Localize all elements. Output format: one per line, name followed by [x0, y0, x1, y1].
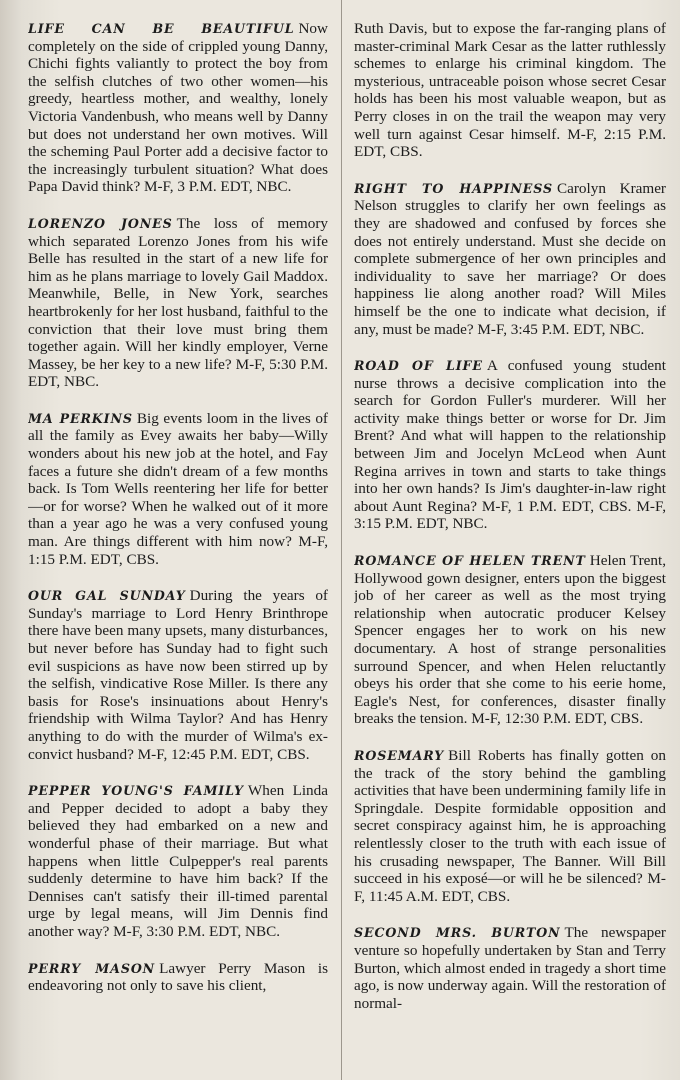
program-title: SECOND MRS. BURTON	[354, 925, 561, 941]
column-divider	[341, 0, 342, 1080]
listing-ma-perkins	[28, 410, 328, 568]
program-description: Ruth Davis, but to expose the far-ranging plans of master-criminal Mark Cesar as the latter ruthlessly schemes to enlarge his criminal kingdom. The mysterious, untraceable poison whose secret Cesar holds has been his most valuable weapon, but as Perry closes in on the trail the weapon may very well turn against Cesar himself. M-F, 2:15 P.M. EDT, CBS.	[354, 20, 666, 161]
left-column	[28, 20, 328, 1080]
program-description: Now completely on the side of crippled young Danny, Chichi fights valiantly to protect the boy from the selfish clutches of two other women—his greedy, heartless mother, and wealthy, lonely Victoria Vandenbush, who means well by Danny but does not understand her own motives. Will the scheming Paul Porter add a decisive factor to the increasingly turbulent situation? What does Papa David think? M-F, 3 P.M. EDT, NBC.	[28, 20, 328, 196]
listing-lorenzo-jones	[28, 215, 328, 391]
listing-pepper-young-s-family	[28, 782, 328, 940]
program-title: RIGHT TO HAPPINESS	[354, 180, 553, 196]
program-description: Carolyn Kramer Nelson struggles to clarify her own feelings as they are shadowed and confused by forces she does not entirely understand. Must she decide on complete submergence of her own principles and individuality to save her marriage? Or does happiness lie along another road? Will Miles himself be the one to indicate what decision, if any, must be made? M-F, 3:45 P.M. EDT, NBC.	[354, 179, 666, 338]
program-title: LIFE CAN BE BEAUTIFUL	[28, 21, 295, 36]
program-description: The loss of memory which separated Lorenzo Jones from his wife Belle has resulted in the start of a new life for him as he plans marriage to lovely Gail Maddox. Meanwhile, Belle, in New York, searches heartbrokenly for her lost husband, faithful to the conviction that their love must bring them together again. Will her kindly employer, Verne Massey, be her key to a new life? M-F, 5:30 P.M. EDT, NBC.	[28, 214, 328, 391]
program-description: Bill Roberts has finally gotten on the track of the story behind the gambling activities that have been undermining family life in Springdale. Despite formidable opposition and secret conspiracy against him, he is approaching relentlessly closer to the truth with each issue of his crusading newspaper, The Banner. Will Bill succeed in his exposé—or will he be silenced? M-F, 11:45 A.M. EDT, CBS.	[354, 746, 666, 905]
program-title: LORENZO JONES	[28, 215, 173, 231]
program-description: Lawyer Perry Mason is endeavoring not only to save his client,	[28, 959, 328, 995]
program-title: OUR GAL SUNDAY	[28, 588, 186, 604]
program-title: ROSEMARY	[354, 747, 445, 763]
program-description: When Linda and Pepper decided to adopt a baby they believed they had embarked on a new and wonderful phase of their marriage. But what happens when little Culpepper's real parents suddenly determine to have him back? If the Dennises can't satisfy their ill-timed parental urge by legal means, will Jim Dennis find another way? M-F, 3:30 P.M. EDT, NBC.	[28, 782, 328, 940]
program-title: MA PERKINS	[28, 410, 133, 426]
program-title: PERRY MASON	[28, 960, 156, 976]
program-title: ROMANCE OF HELEN TRENT	[354, 553, 586, 569]
listing-romance-of-helen-trent	[354, 552, 666, 728]
listing-continued	[354, 20, 666, 161]
listing-right-to-happiness	[354, 180, 666, 338]
program-description: During the years of Sunday's marriage to Lord Henry Brinthrope there have been many upsets, many disturbances, but never before has Sunday had to fight such evil suspicions as have now been stirred up by the selfish, vindicative Rose Miller. Is there any basis for Rose's insinuations about Henry's friendship with Wilma Taylor? And has Henry anything to do with the murder of Wilma's ex-convict husband? M-F, 12:45 P.M. EDT, CBS.	[28, 587, 328, 763]
program-description: A confused young student nurse throws a decisive complication into the search for Gordon Fuller's murderer. Will her activity make things better or worse for Dr. Jim Brent? And what will happen to the relationship between Jim and Jocelyn McLeod when Aunt Regina arrives in town and starts to take things into her own hands? Is Jim's daughter-in-law right about Aunt Regina? M-F, 1 P.M. EDT, CBS. M-F, 3:15 P.M. EDT, NBC.	[354, 357, 666, 533]
listing-second-mrs-burton	[354, 924, 666, 1012]
listing-life-can-be-beautiful	[28, 20, 328, 196]
program-description: Helen Trent, Hollywood gown designer, enters upon the biggest job of her career as well as the most trying relationship when autocratic producer Kelsey Spencer engages her to work on his new documentary. A host of strange personalities surround Spencer, and when Helen reluctantly obeys his order that she come to his eerie home, Eagle's Nest, for conferences, disaster finally breaks the tension. M-F, 12:30 P.M. EDT, CBS.	[354, 552, 666, 728]
program-title: ROAD OF LIFE	[354, 358, 483, 374]
right-column	[354, 20, 666, 1080]
listing-rosemary	[354, 747, 666, 905]
program-title: PEPPER YOUNG'S FAMILY	[28, 783, 244, 799]
listing-road-of-life	[354, 357, 666, 533]
listing-our-gal-sunday	[28, 587, 328, 763]
listing-perry-mason	[28, 960, 328, 995]
program-description: Big events loom in the lives of all the family as Evey awaits her baby—Willy wonders about his new job at the hotel, and Fay faces a future she didn't dream of a few months back. Is Tom Wells reentering her life for better—or for worse? When he walked out of it more than a year ago he was a very confused young man. Are things different with him now? M-F, 1:15 P.M. EDT, CBS.	[28, 409, 328, 568]
program-description: The newspaper venture so hopefully undertaken by Stan and Terry Burton, which almost ended in tragedy a short time ago, is now underway again. Will the restoration of normal-	[354, 924, 666, 1012]
